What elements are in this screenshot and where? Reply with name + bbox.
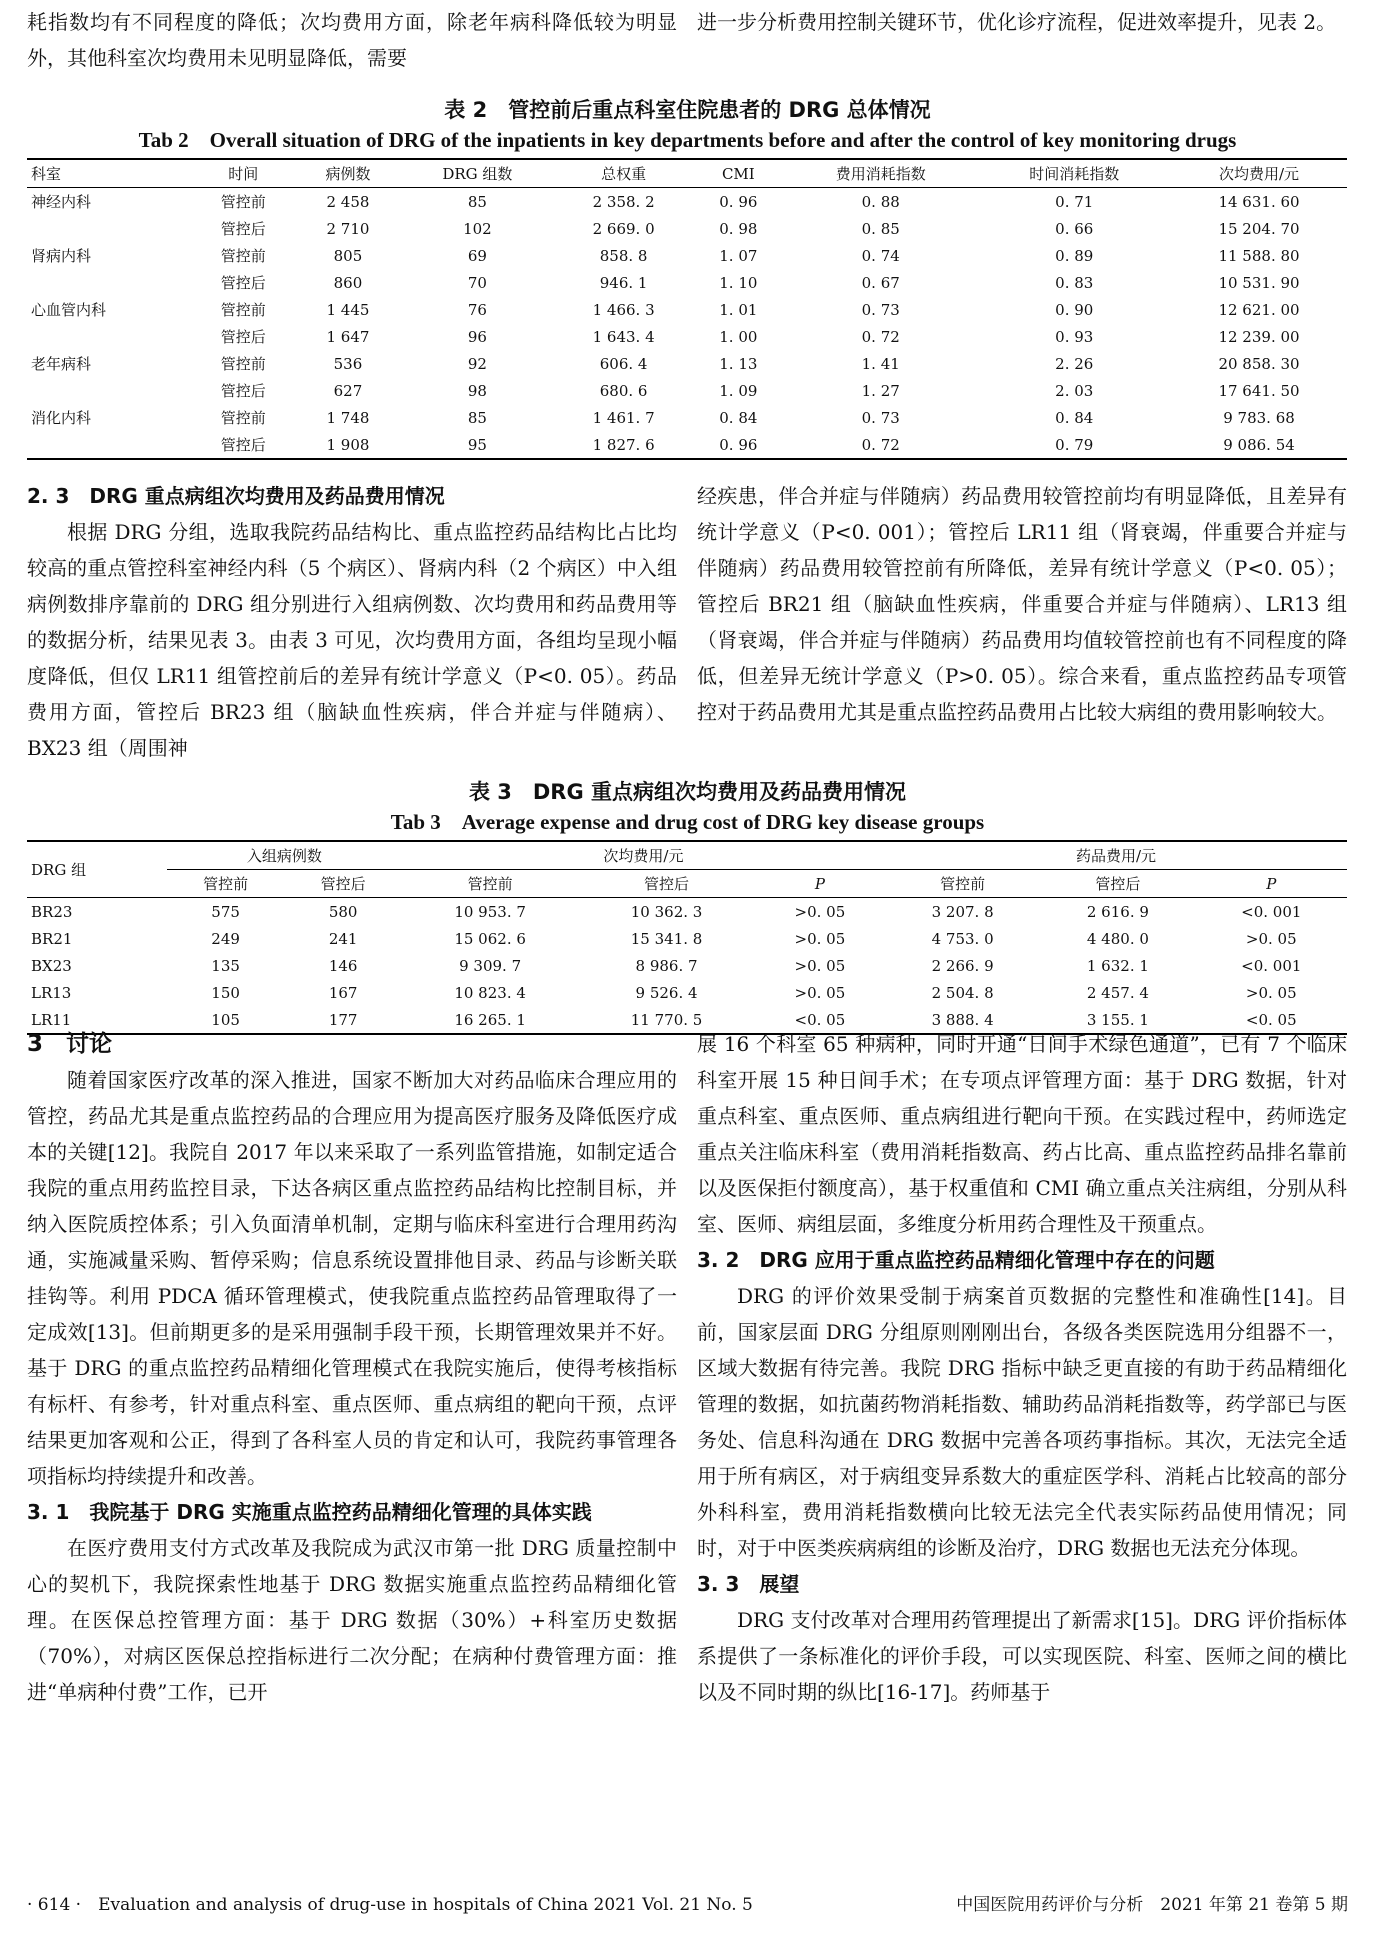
table2-cell: 0. 85 [861, 219, 900, 238]
table2-cell [27, 377, 191, 404]
section-3-1-paragraph: 在医疗费用支付方式改革及我院成为武汉市第一批 DRG 质量控制中心的契机下，我院探索性地基于 DRG 数据实施重点监控药品精细化管理。在医保总控管理方面：基于 DRG 数据（30%）+科室历史数据（70%），对病区医保总控指标进行二次分配；在病种付费管理方面：推进“单病种付费”工作，已开 [27, 1536, 677, 1704]
table2-cell: 0. 88 [861, 192, 900, 211]
section-3-1-heading: 3. 1 我院基于 DRG 实施重点监控药品精细化管理的具体实践 [27, 1500, 592, 1524]
table3-cell: >0. 05 [794, 956, 846, 975]
section-3-3-paragraph: DRG 支付改革对合理用药管理提出了新需求[15]。DRG 评价指标体系提供了一条标准化的评价手段，可以实现医院、科室、医师之间的横比以及不同时期的纵比[16-17]。药师基于 [697, 1608, 1347, 1704]
table3-cell: LR13 [31, 983, 72, 1002]
table2-cell: 95 [467, 435, 487, 454]
table3-cell: 15 062. 6 [454, 929, 526, 948]
table3-cell: 1 632. 1 [1086, 956, 1149, 975]
table2-cell: 805 [333, 246, 363, 265]
table2-cell [27, 215, 191, 242]
section-3-right [697, 1026, 1347, 1710]
footer-right: 中国医院用药评价与分析 2021 年第 21 卷第 5 期 [956, 1895, 1348, 1915]
table2-cell: 1 461. 7 [592, 408, 655, 427]
table2-cell: 0. 74 [861, 246, 900, 265]
table3-caption-en: Tab 3 Average expense and drug cost of DRG key disease groups [390, 810, 985, 834]
table2-cell: 0. 79 [1055, 435, 1094, 454]
table2-cell: 神经内科 [31, 193, 92, 211]
table2-header: DRG 组数 [400, 159, 554, 188]
table2-header: 病例数 [296, 159, 401, 188]
table2-cell: 76 [467, 300, 487, 319]
table2-header: CMI [693, 159, 784, 188]
table2-header-row [27, 159, 1347, 188]
section-2-3-right [697, 478, 1347, 730]
table2-header: 时间 [191, 159, 296, 188]
section-3-left [27, 1026, 677, 1710]
table2-cell: 0. 96 [719, 435, 758, 454]
table3-cell: 2 616. 9 [1086, 902, 1149, 921]
table3-cell: BR21 [31, 929, 73, 948]
table2-cell: 0. 96 [719, 192, 758, 211]
table3-cell: >0. 05 [794, 983, 846, 1002]
table2-header: 总权重 [554, 159, 692, 188]
table3-subheader: 管控后 [1040, 870, 1195, 898]
table2-cell: 1. 41 [861, 354, 900, 373]
table3-cell: <0. 05 [794, 1010, 846, 1029]
section-3-heading: 3 讨论 [27, 1031, 113, 1057]
table3-cell: 4 480. 0 [1086, 929, 1149, 948]
table2-cell: 680. 6 [599, 381, 648, 400]
table2-cell: 1. 07 [719, 246, 758, 265]
table3-cell: 16 265. 1 [454, 1010, 526, 1029]
table2-cell: 0. 84 [719, 408, 758, 427]
table3-cell: 580 [328, 902, 358, 921]
table2-cell: 9 086. 54 [1223, 435, 1295, 454]
table3-cell: 177 [328, 1010, 358, 1029]
table3-subheader: 管控前 [402, 870, 578, 898]
table2-header: 费用消耗指数 [784, 159, 978, 188]
table2-cell: 2 710 [326, 219, 370, 238]
table2-cell: 1. 13 [719, 354, 758, 373]
table3 [27, 840, 1347, 1035]
table3-group-col: DRG 组 [27, 841, 167, 898]
table3-subheader-row [27, 870, 1347, 898]
table3-cell: >0. 05 [794, 902, 846, 921]
section-2-3-left [27, 478, 677, 766]
table2-cell: 2 358. 2 [592, 192, 655, 211]
table3-cell: 249 [211, 929, 240, 948]
table2-cell: 0. 73 [861, 408, 900, 427]
table2-cell: 肾病内科 [31, 247, 92, 265]
table2-cell: 10 531. 90 [1218, 273, 1300, 292]
table2-cell: 1 748 [326, 408, 370, 427]
table2-cell: 1 908 [326, 435, 370, 454]
table2-row [27, 431, 1347, 459]
section-2-3-paragraph: 根据 DRG 分组，选取我院药品结构比、重点监控药品结构比占比均较高的重点管控科室神经内科（5 个病区）、肾病内科（2 个病区）中入组病例数排序靠前的 DRG 组分别进行入组病例数、次均费用和药品费用等的数据分析，结果见表 3。由表 3 可见，次均费用方面，各组均呈现小幅度降低，但仅 LR11 组管控前后的差异有统计学意义（P<0. 05）。药品费用方面，管控后 BR23 组（脑缺血性疾病，伴合并症与伴随病）、BX23 组（周围神 [27, 520, 677, 760]
table3-cell: BX23 [31, 956, 72, 975]
table2-cell: 860 [333, 273, 363, 292]
table3-cell: <0. 05 [1245, 1010, 1297, 1029]
table2-row [27, 188, 1347, 216]
table2-cell: 管控前 [220, 301, 266, 319]
table2-row [27, 242, 1347, 269]
table2-cell: 11 588. 80 [1218, 246, 1300, 265]
table3-group: 次均费用/元 [402, 841, 885, 870]
table2-cell: 0. 89 [1055, 246, 1094, 265]
table2-row [27, 377, 1347, 404]
table3-cell: 10 953. 7 [454, 902, 526, 921]
table3-cell: 11 770. 5 [630, 1010, 703, 1029]
table2-cell [27, 431, 191, 459]
table2-cell: 69 [467, 246, 487, 265]
table3-cell: 241 [328, 929, 358, 948]
table2-cell: 2 669. 0 [592, 219, 655, 238]
table3-cell: 3 155. 1 [1086, 1010, 1149, 1029]
table2-caption-cn: 表 2 管控前后重点科室住院患者的 DRG 总体情况 [444, 98, 931, 122]
section-2-3-heading: 2. 3 DRG 重点病组次均费用及药品费用情况 [27, 484, 445, 508]
table3-cell: 8 986. 7 [635, 956, 698, 975]
table2-cell: 1 643. 4 [592, 327, 655, 346]
table3-cell: <0. 001 [1241, 956, 1302, 975]
table2-cell: 0. 66 [1055, 219, 1094, 238]
table2-cell: 17 641. 50 [1218, 381, 1300, 400]
table2-cell: 92 [467, 354, 487, 373]
table2-cell: 1 647 [326, 327, 370, 346]
table2-cell: 管控后 [220, 274, 266, 292]
table3-subheader: P [755, 870, 885, 898]
table3-cell: 15 341. 8 [630, 929, 703, 948]
table2-cell: 0. 98 [719, 219, 758, 238]
top-text-right: 进一步分析费用控制关键环节，优化诊疗流程，促进效率提升，见表 2。 [697, 10, 1337, 34]
table2-cell: 0. 72 [861, 435, 900, 454]
table2-cell: 14 631. 60 [1218, 192, 1300, 211]
table2-cell: 15 204. 70 [1218, 219, 1300, 238]
table2-cell: 1. 01 [719, 300, 758, 319]
table2-cell: 0. 72 [861, 327, 900, 346]
table2-row [27, 269, 1347, 296]
table2-row [27, 350, 1347, 377]
table2-cell: 102 [463, 219, 492, 238]
table3-cell: 167 [328, 983, 358, 1002]
section-3-1-paragraph-continued: 展 16 个科室 65 种病种，同时开通“日间手术绿色通道”，已有 7 个临床科室开展 15 种日间手术；在专项点评管理方面：基于 DRG 数据，针对重点科室、重点医师、重点病组进行靶向干预。在实践过程中，药师选定重点关注临床科室（费用消耗指数高、药占比高、重点监控药品排名靠前以及医保拒付额度高），基于权重值和 CMI 确立重点关注病组，分别从科室、医师、病组层面，多维度分析用药合理性及干预重点。 [697, 1032, 1347, 1236]
table3-group: 药品费用/元 [885, 841, 1347, 870]
table2-cell: 0. 71 [1055, 192, 1094, 211]
table2-cell [27, 323, 191, 350]
table2-cell: 2. 26 [1055, 354, 1094, 373]
table3-cell: 146 [328, 956, 358, 975]
table2-cell: 627 [333, 381, 363, 400]
table2-cell: 0. 84 [1055, 408, 1094, 427]
table2-cell: 12 239. 00 [1218, 327, 1300, 346]
section-2-3-paragraph-continued: 经疾患，伴合并症与伴随病）药品费用较管控前均有明显降低，且差异有统计学意义（P<0. 001）；管控后 LR11 组（肾衰竭，伴重要合并症与伴随病）药品费用较管控前有所降低，差异有统计学意义（P<0. 05）；管控后 BR21 组（脑缺血性疾病，伴重要合并症与伴随病）、LR13 组（肾衰竭，伴合并症与伴随病）药品费用均值较管控前也有不同程度的降低，但差异无统计学意义（P>0. 05）。综合来看，重点监控药品专项管控对于药品费用尤其是重点监控药品费用占比较大病组的费用影响较大。 [697, 484, 1347, 724]
table3-cell: >0. 05 [1245, 983, 1297, 1002]
table3-group-row [27, 841, 1347, 870]
table2-row [27, 323, 1347, 350]
table2-cell [27, 269, 191, 296]
table2-cell: 85 [467, 408, 487, 427]
table3-cell: 4 753. 0 [931, 929, 994, 948]
table2-cell: 心血管内科 [31, 301, 107, 319]
table3-cell: 150 [211, 983, 240, 1002]
table3-cell: >0. 05 [1245, 929, 1297, 948]
table2-row [27, 404, 1347, 431]
table2-cell: 0. 67 [861, 273, 900, 292]
table2-header: 次均费用/元 [1171, 159, 1347, 188]
table3-cell: 10 362. 3 [630, 902, 703, 921]
table2-cell: 946. 1 [599, 273, 648, 292]
table2-cell: 1. 09 [719, 381, 758, 400]
table2-cell: 管控后 [220, 436, 266, 454]
table3-cell: 2 266. 9 [931, 956, 994, 975]
table2-cell: 老年病科 [31, 355, 92, 373]
table3-subheader: 管控前 [885, 870, 1040, 898]
table3-cell: 9 309. 7 [459, 956, 522, 975]
table3-cell: LR11 [31, 1010, 72, 1029]
section-3-2-paragraph: DRG 的评价效果受制于病案首页数据的完整性和准确性[14]。目前，国家层面 DRG 分组原则刚刚出台，各级各类医院选用分组器不一，区域大数据有待完善。我院 DRG 指标中缺乏更直接的有助于药品精细化管理的数据，如抗菌药物消耗指数、辅助药品消耗指数等，药学部已与医务处、信息科沟通在 DRG 数据中完善各项药事指标。其次，无法完全适用于所有病区，对于病组变异系数大的重症医学科、消耗占比较高的部分外科科室，费用消耗指数横向比较无法完全代表实际药品使用情况；同时，对于中医类疾病病组的诊断及治疗，DRG 数据也无法充分体现。 [697, 1284, 1347, 1560]
table3-row [27, 898, 1347, 926]
table3-subheader: 管控后 [284, 870, 402, 898]
table2-caption-en: Tab 2 Overall situation of DRG of the inpatients in key departments before and after the control of key monitoring drugs [138, 128, 1237, 152]
top-text-left: 耗指数均有不同程度的降低；次均费用方面，除老年病科降低较为明显外，其他科室次均费用未见明显降低，需要 [27, 10, 677, 70]
section-3-3-heading: 3. 3 展望 [697, 1572, 800, 1596]
table2-cell: 606. 4 [599, 354, 648, 373]
table2-cell: 70 [467, 273, 487, 292]
table2-cell: 1. 27 [861, 381, 900, 400]
table2-cell: 96 [467, 327, 487, 346]
table2-cell: 0. 93 [1055, 327, 1094, 346]
table3-cell: 9 526. 4 [635, 983, 698, 1002]
table2-cell: 管控后 [220, 328, 266, 346]
table3-subheader: 管控前 [167, 870, 285, 898]
table2-row [27, 215, 1347, 242]
table2-cell: 1. 10 [719, 273, 758, 292]
table2-header: 时间消耗指数 [977, 159, 1171, 188]
table2-cell: 0. 73 [861, 300, 900, 319]
table2-cell: 536 [333, 354, 363, 373]
table2-cell: 2 458 [326, 192, 370, 211]
table2-cell: 管控前 [220, 409, 266, 427]
table3-row [27, 925, 1347, 952]
table2-cell: 1 466. 3 [592, 300, 655, 319]
table2-cell: 1 827. 6 [592, 435, 655, 454]
table2-cell: 858. 8 [599, 246, 648, 265]
footer-left: · 614 · Evaluation and analysis of drug-use in hospitals of China 2021 Vol. 21 No. 5 [27, 1895, 753, 1915]
table3-cell: BR23 [31, 902, 73, 921]
table2-cell: 2. 03 [1055, 381, 1094, 400]
table2-cell: 0. 83 [1055, 273, 1094, 292]
table3-cell: <0. 001 [1241, 902, 1302, 921]
table2-cell: 消化内科 [31, 409, 92, 427]
table2-cell: 98 [467, 381, 487, 400]
table3-cell: >0. 05 [794, 929, 846, 948]
table2-cell: 12 621. 00 [1218, 300, 1300, 319]
table2-cell: 管控前 [220, 193, 266, 211]
table3-cell: 575 [211, 902, 240, 921]
table3-caption-cn: 表 3 DRG 重点病组次均费用及药品费用情况 [468, 780, 907, 804]
table2-row [27, 296, 1347, 323]
table2-cell: 管控后 [220, 382, 266, 400]
table2-cell: 管控后 [220, 220, 266, 238]
table2-cell: 1. 00 [719, 327, 758, 346]
table3-row [27, 979, 1347, 1006]
table3-group: 入组病例数 [167, 841, 402, 870]
table3-cell: 105 [211, 1010, 240, 1029]
table3-cell: 3 207. 8 [931, 902, 994, 921]
section-3-paragraph-1: 随着国家医疗改革的深入推进，国家不断加大对药品临床合理应用的管控，药品尤其是重点监控药品的合理应用为提高医疗服务及降低医疗成本的关键[12]。我院自 2017 年以来采取了一系列监管措施，如制定适合我院的重点用药监控目录，下达各病区重点监控药品结构比控制目标，并纳入医院质控体系；引入负面清单机制，定期与临床科室进行合理用药沟通，实施减量采购、暂停采购；信息系统设置排他目录、药品与诊断关联挂钩等。利用 PDCA 循环管理模式，使我院重点监控药品管理取得了一定成效[13]。但前期更多的是采用强制手段干预，长期管理效果并不好。基于 DRG 的重点监控药品精细化管理模式在我院实施后，使得考核指标有标杆、有参考，针对重点科室、重点医师、重点病组的靶向干预，点评结果更加客观和公正，得到了各科室人员的肯定和认可，我院药事管理各项指标均持续提升和改善。 [27, 1068, 677, 1488]
table2-cell: 9 783. 68 [1223, 408, 1295, 427]
table2-cell: 1 445 [326, 300, 370, 319]
table3-cell: 2 457. 4 [1086, 983, 1149, 1002]
table3-cell: 2 504. 8 [931, 983, 994, 1002]
table2-cell: 85 [467, 192, 487, 211]
table3-row [27, 952, 1347, 979]
table2-cell: 20 858. 30 [1218, 354, 1300, 373]
section-3-2-heading: 3. 2 DRG 应用于重点监控药品精细化管理中存在的问题 [697, 1248, 1215, 1272]
table2-cell: 管控前 [220, 355, 266, 373]
table2-header: 科室 [27, 159, 191, 188]
table2-cell: 0. 90 [1055, 300, 1094, 319]
table3-cell: 10 823. 4 [454, 983, 526, 1002]
table2-cell: 管控前 [220, 247, 266, 265]
table3-subheader: P [1196, 870, 1347, 898]
table3-cell: 3 888. 4 [931, 1010, 994, 1029]
table3-cell: 135 [211, 956, 240, 975]
table2 [27, 158, 1347, 460]
table3-subheader: 管控后 [578, 870, 754, 898]
